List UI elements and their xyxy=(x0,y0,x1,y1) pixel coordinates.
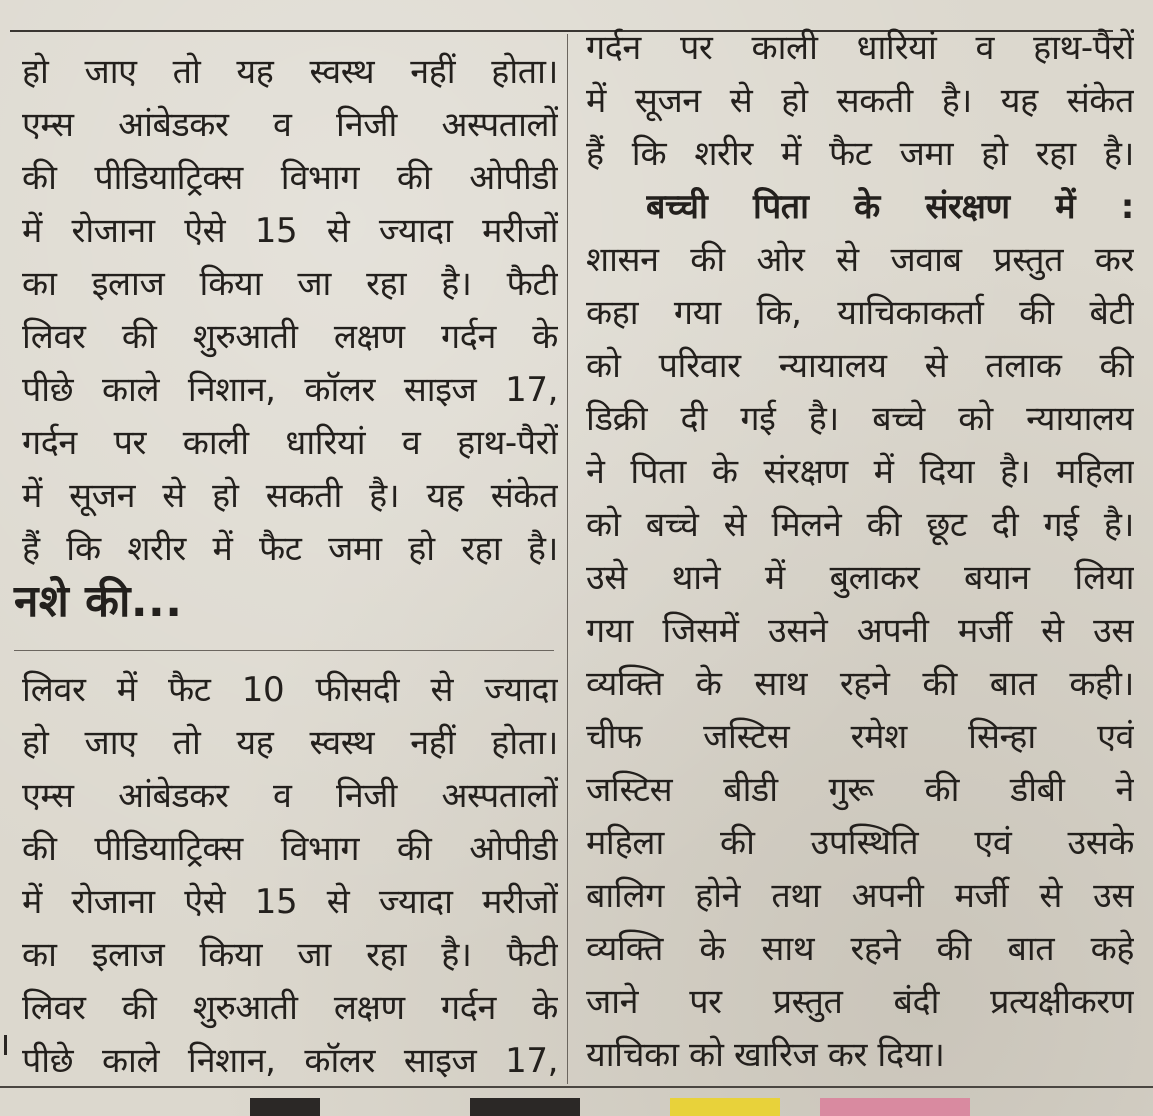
text-line: की पीडियाट्रिक्स विभाग की ओपीडी xyxy=(22,829,558,869)
section-separator xyxy=(14,650,554,651)
text-line: की पीडियाट्रिक्स विभाग की ओपीडी xyxy=(22,158,558,198)
bottom-rule xyxy=(0,1086,1153,1088)
text-line: का इलाज किया जा रहा है। फैटी xyxy=(22,935,558,975)
section-heading: नशे की... xyxy=(14,576,183,627)
text-line: गया जिसमें उसने अपनी मर्जी से उस xyxy=(586,611,1134,651)
text-line: पीछे काले निशान, कॉलर साइज 17, xyxy=(22,370,558,410)
text-line: उसे थाने में बुलाकर बयान लिया xyxy=(586,558,1134,598)
text-line: जस्टिस बीडी गुरू की डीबी ने xyxy=(586,770,1134,810)
print-color-strip xyxy=(670,1098,780,1116)
text-line: हैं कि शरीर में फैट जमा हो रहा है। xyxy=(22,529,558,569)
text-line: को बच्चे से मिलने की छूट दी गई है। xyxy=(586,505,1134,545)
text-line: लिवर की शुरुआती लक्षण गर्दन के xyxy=(22,988,558,1028)
text-line: में सूजन से हो सकती है। यह संकेत xyxy=(586,81,1134,121)
text-line: चीफ जस्टिस रमेश सिन्हा एवं xyxy=(586,717,1134,757)
text-line: याचिका को खारिज कर दिया। xyxy=(586,1035,945,1075)
text-line: का इलाज किया जा रहा है। फैटी xyxy=(22,264,558,304)
text-line: गर्दन पर काली धारियां व हाथ-पैरों xyxy=(22,423,558,463)
text-line: व्यक्ति के साथ रहने की बात कही। xyxy=(586,664,1134,704)
print-color-strip xyxy=(250,1098,320,1116)
text-line: बालिग होने तथा अपनी मर्जी से उस xyxy=(586,876,1134,916)
subheading: बच्ची पिता के संरक्षण में : xyxy=(646,187,1134,227)
text-line: शासन की ओर से जवाब प्रस्तुत कर xyxy=(586,240,1134,280)
text-line: में रोजाना ऐसे 15 से ज्यादा मरीजों xyxy=(22,211,558,251)
text-line: में रोजाना ऐसे 15 से ज्यादा मरीजों xyxy=(22,882,558,922)
text-line: लिवर में फैट 10 फीसदी से ज्यादा xyxy=(22,670,558,710)
right-column xyxy=(586,0,1134,1116)
text-line: जाने पर प्रस्तुत बंदी प्रत्यक्षीकरण xyxy=(586,982,1134,1022)
margin-mark xyxy=(4,1035,7,1055)
print-color-strip xyxy=(820,1098,970,1116)
text-line: कहा गया कि, याचिकाकर्ता की बेटी xyxy=(586,293,1134,333)
text-line: व्यक्ति के साथ रहने की बात कहे xyxy=(586,929,1134,969)
column-divider xyxy=(567,34,568,1084)
text-line: एम्स आंबेडकर व निजी अस्पतालों xyxy=(22,776,558,816)
text-line: ने पिता के संरक्षण में दिया है। महिला xyxy=(586,452,1134,492)
text-line: हो जाए तो यह स्वस्थ नहीं होता। xyxy=(22,723,558,763)
text-line: हो जाए तो यह स्वस्थ नहीं होता। xyxy=(22,52,558,92)
text-line: में सूजन से हो सकती है। यह संकेत xyxy=(22,476,558,516)
text-line: हैं कि शरीर में फैट जमा हो रहा है। xyxy=(586,134,1134,174)
text-line: एम्स आंबेडकर व निजी अस्पतालों xyxy=(22,105,558,145)
text-line: पीछे काले निशान, कॉलर साइज 17, xyxy=(22,1041,558,1081)
text-line: डिक्री दी गई है। बच्चे को न्यायालय xyxy=(586,399,1134,439)
print-color-strip xyxy=(470,1098,580,1116)
text-line: महिला की उपस्थिति एवं उसके xyxy=(586,823,1134,863)
text-line: गर्दन पर काली धारियां व हाथ-पैरों xyxy=(586,28,1134,68)
text-line: को परिवार न्यायालय से तलाक की xyxy=(586,346,1134,386)
left-column xyxy=(14,0,558,1116)
text-line: लिवर की शुरुआती लक्षण गर्दन के xyxy=(22,317,558,357)
